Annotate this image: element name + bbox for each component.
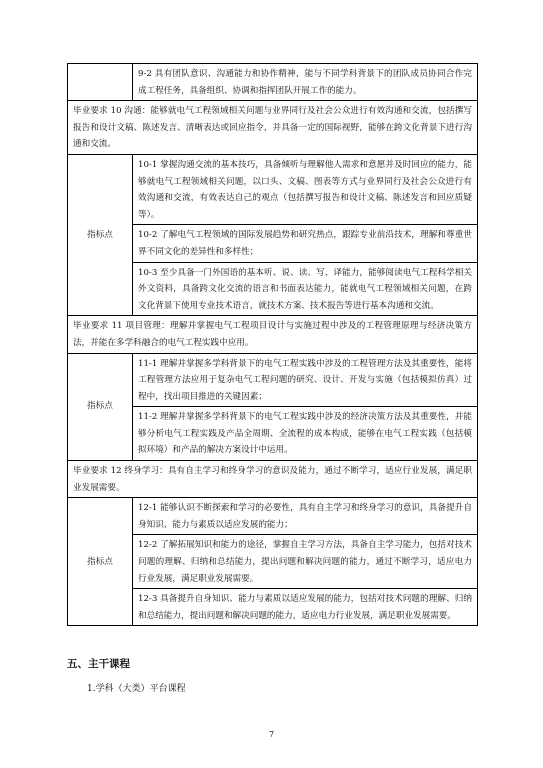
requirement-12: 毕业要求 12 终身学习：具有自主学习和终身学习的意识及能力，通过不断学习，适应行业发展，满足职业发展需要。 — [68, 461, 478, 498]
requirement-10: 毕业要求 10 沟通：能够就电气工程领域相关问题与业界同行及社会公众进行有效沟通和交流，包括撰写报告和设计文稿、陈述发言、清晰表达或回应指令，并具备一定的国际视野，能够在跨文化背景下进行沟通和交流。 — [68, 101, 478, 155]
indicator-item-12-1: 12-1 能够认识不断探索和学习的必要性，具有自主学习和终身学习的意识，具备提升自身知识、能力与素质以适应发展的能力； — [133, 498, 478, 535]
graduation-requirements-table — [67, 63, 478, 626]
section-heading: 五、主干课程 — [67, 658, 130, 670]
requirement-row — [68, 316, 478, 353]
indicator-label: 指标点 — [68, 498, 133, 626]
indicator-label: 指标点 — [68, 353, 133, 461]
table-row — [68, 64, 478, 101]
indicator-item-10-2: 10-2 了解电气工程领域的国际发展趋势和研究热点，跟踪专业前沿技术，理解和尊重世界不同文化的差异性和多样性； — [133, 225, 478, 262]
indicator-item-11-2: 11-2 理解并掌握多学科背景下的电气工程实践中涉及的经济决策方法及其重要性，并能够分析电气工程实践及产品全周期、全流程的成本构成，能够在电气工程实践（包括模拟环境）和产品的解决方案设计中运用。 — [133, 407, 478, 461]
indicator-item-10-3: 10-3 至少具备一门外国语的基本听、说、读、写、译能力，能够阅读电气工程科学相关外文资料，具备跨文化交流的语言和书面表达能力，能就电气工程领域相关问题，在跨文化背景下使用专业技术语言，就技术方案、技术报告等进行基本沟通和交流。 — [133, 262, 478, 316]
indicator-item-10-1: 10-1 掌握沟通交流的基本技巧，具备倾听与理解他人需求和意愿并及时回应的能力，能够就电气工程领域相关问题，以口头、文稿、图表等方式与业界同行及社会公众进行有效沟通和交流，有效表达自己的观点（包括撰写报告和设计文稿、陈述发言和回应质疑等）。 — [133, 154, 478, 224]
indicator-item-9-2: 9-2 具有团队意识、沟通能力和协作精神，能与不同学科背景下的团队成员协同合作完成工程任务，具备组织、协调和指挥团队开展工作的能力。 — [133, 64, 478, 101]
indicator-label-cell — [68, 64, 133, 101]
table-row — [68, 353, 478, 407]
indicator-item-12-3: 12-3 具备提升自身知识、能力与素质以适应发展的能力，包括对技术问题的理解、归纳和总结能力，提出问题和解决问题的能力，适应电力行业发展，满足职业发展需要。 — [133, 589, 478, 626]
table-row — [68, 154, 478, 224]
page-number: 7 — [268, 730, 275, 739]
subheading: 1.学科（大类）平台课程 — [87, 684, 186, 694]
requirement-row — [68, 461, 478, 498]
table-row — [68, 498, 478, 535]
indicator-label: 指标点 — [68, 154, 133, 315]
requirement-row — [68, 101, 478, 155]
indicator-item-11-1: 11-1 理解并掌握多学科背景下的电气工程实践中涉及的工程管理方法及其重要性，能将工程管理方法应用于复杂电气工程问题的研究、设计、开发与实施（包括模拟仿真）过程中，找出项目推进的关键因素； — [133, 353, 478, 407]
requirement-11: 毕业要求 11 项目管理：理解并掌握电气工程项目设计与实施过程中涉及的工程管理原理与经济决策方法，并能在多学科融合的电气工程实践中应用。 — [68, 316, 478, 353]
indicator-item-12-2: 12-2 了解拓展知识和能力的途径，掌握自主学习方法，具备自主学习能力，包括对技术问题的理解、归纳和总结能力，提出问题和解决问题的能力，通过不断学习，适应电力行业发展，满足职业发展需要。 — [133, 535, 478, 589]
